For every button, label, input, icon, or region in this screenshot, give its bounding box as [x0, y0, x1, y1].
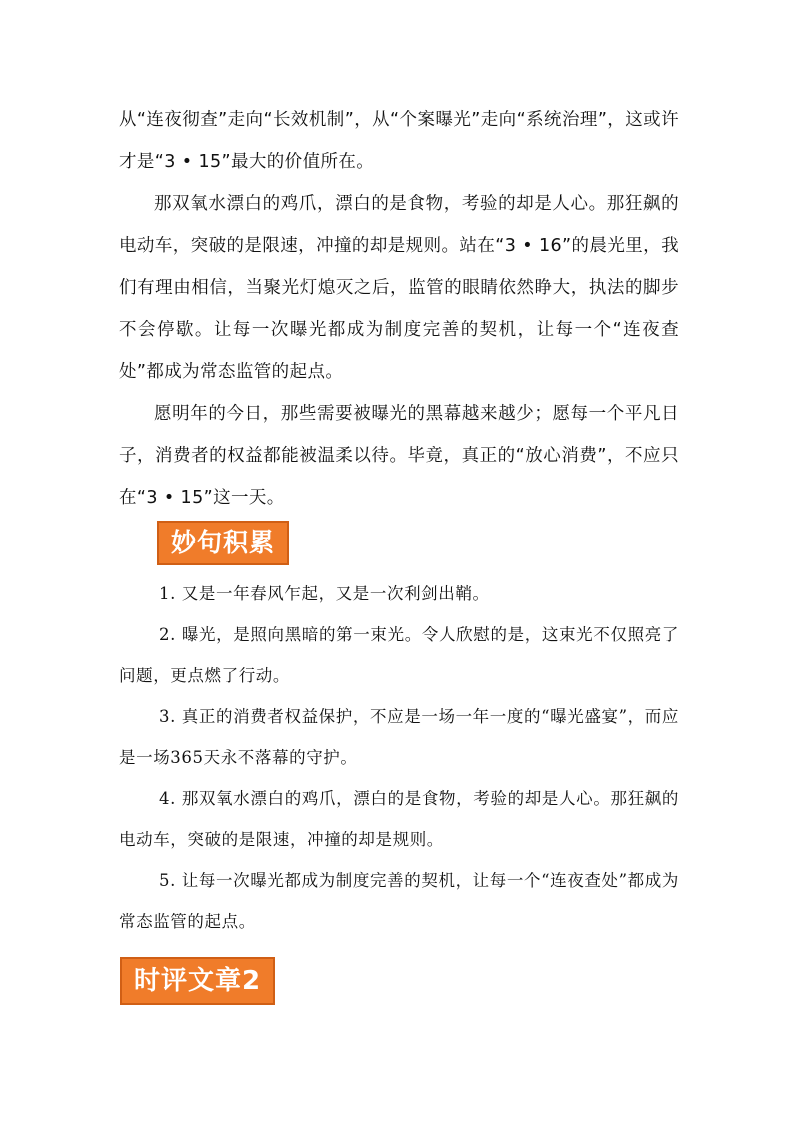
section-heading-article-2: 时评文章2 [120, 957, 275, 1005]
quote-item: 5. 让每一次曝光都成为制度完善的契机，让每一个“连夜查处”都成为常态监管的起点。 [119, 871, 679, 931]
section-heading-quotes: 妙句积累 [157, 521, 289, 565]
quote-item: 1. 又是一年春风乍起，又是一次利剑出鞘。 [159, 584, 490, 603]
quote-list [119, 573, 679, 942]
article-paragraph-2: 那双氧水漂白的鸡爪，漂白的是食物，考验的却是人心。那狂飙的电动车，突破的是限速，冲撞的却是规则。站在“3 • 16”的晨光里，我们有理由相信，当聚光灯熄灭之后，监管的眼睛依然睁大，执法的脚步不会停歇。让每一次曝光都成为制度完善的契机，让每一个“连夜查处”都成为常态监管的起点。 [119, 194, 679, 382]
article-paragraph-3: 愿明年的今日，那些需要被曝光的黑幕越来越少；愿每一个平凡日子，消费者的权益都能被温柔以待。毕竟，真正的“放心消费”，不应只在“3 • 15”这一天。 [119, 404, 679, 508]
quote-item: 4. 那双氧水漂白的鸡爪，漂白的是食物，考验的却是人心。那狂飙的电动车，突破的是限速，冲撞的却是规则。 [119, 789, 679, 849]
quote-item: 2. 曝光，是照向黑暗的第一束光。令人欣慰的是，这束光不仅照亮了问题，更点燃了行动。 [119, 625, 679, 685]
quote-item: 3. 真正的消费者权益保护，不应是一场一年一度的“曝光盛宴”，而应是一场365天永不落幕的守护。 [119, 707, 679, 767]
article-paragraph-1: 从“连夜彻查”走向“长效机制”，从“个案曝光”走向“系统治理”，这或许才是“3 • 15”最大的价值所在。 [119, 110, 679, 172]
